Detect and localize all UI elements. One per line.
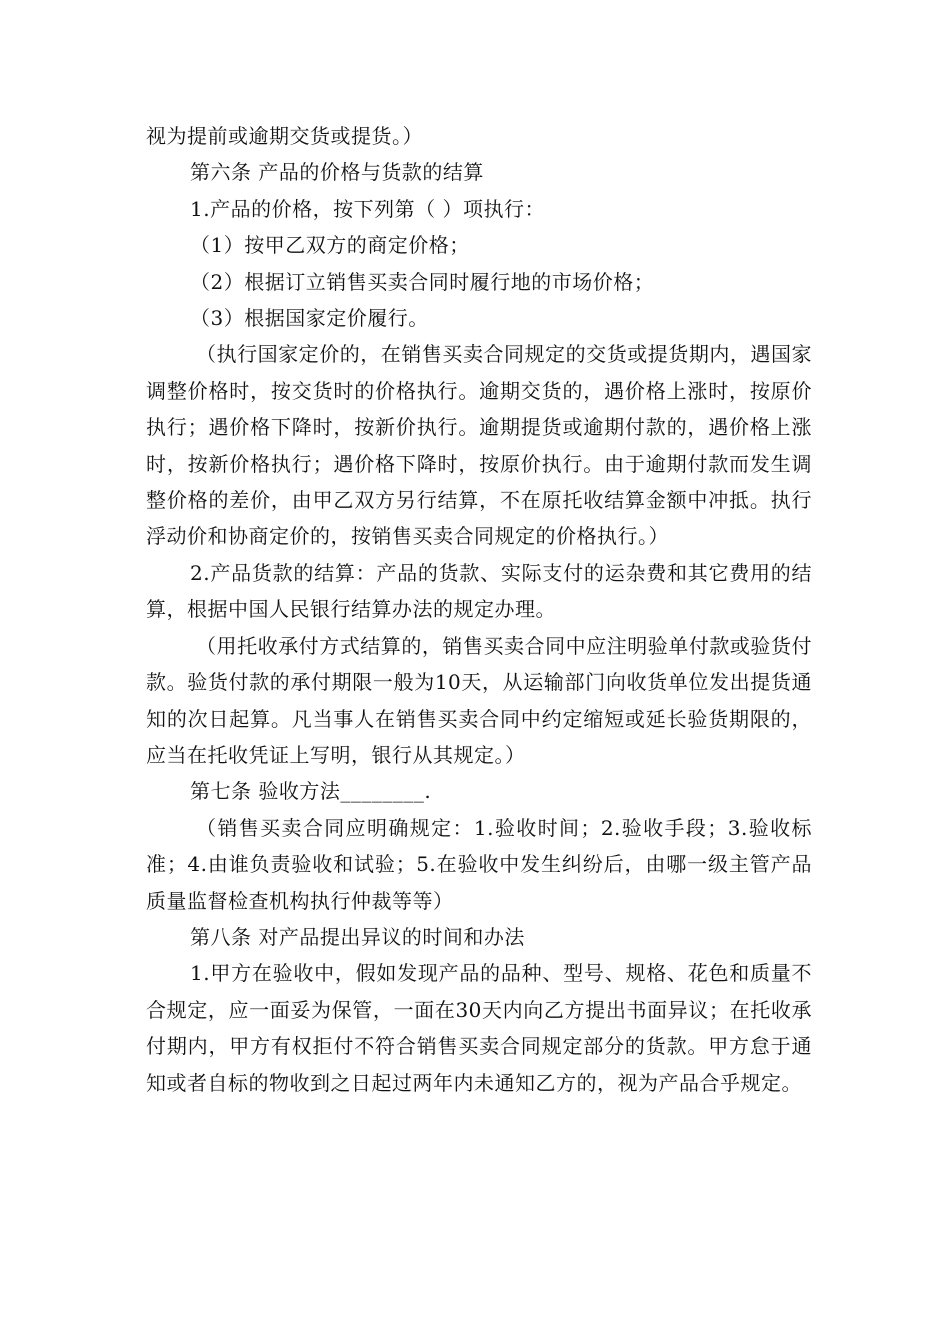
price-option-1: （1）按甲乙双方的商定价格； <box>190 233 470 258</box>
price-option-3: （3）根据国家定价履行。 <box>190 306 429 331</box>
price-option-2: （2）根据订立销售买卖合同时履行地的市场价格； <box>190 269 655 294</box>
inspection-note: （销售买卖合同应明确规定：1.验收时间；2.验收手段；3.验收标准；4.由谁负责验收和试验；5.在验收中发生纠纷后，由哪一级主管产品质量监督检查机构执行仲裁等等） <box>146 815 812 913</box>
settlement-clause: 2.产品货款的结算：产品的货款、实际支付的运杂费和其它费用的结算，根据中国人民银行结算办法的规定办理。 <box>146 560 812 622</box>
document-body <box>146 118 812 1101</box>
article-6-heading: 第六条 产品的价格与货款的结算 <box>190 160 484 185</box>
price-note: （执行国家定价的，在销售买卖合同规定的交货或提货期内，遇国家调整价格时，按交货时的价格执行。逾期交货的，遇价格上涨时，按原价执行；遇价格下降时，按新价执行。逾期提货或逾期付款的，遇价格上涨时，按新价格执行；遇价格下降时，按原价执行。由于逾期付款而发生调整价格的差价，由甲乙双方另行结算，不在原托收结算金额中冲抵。执行浮动价和协商定价的，按销售买卖合同规定的价格执行。） <box>146 342 812 549</box>
objection-clause: 1.甲方在验收中，假如发现产品的品种、型号、规格、花色和质量不合规定，应一面妥为保管，一面在30天内向乙方提出书面异议；在托收承付期内，甲方有权拒付不符合销售买卖合同规定部分的货款。甲方怠于通知或者自标的物收到之日起过两年内未通知乙方的，视为产品合乎规定。 <box>146 961 812 1095</box>
price-clause: 1.产品的价格，按下列第（ ）项执行： <box>190 196 545 221</box>
article-8-heading: 第八条 对产品提出异议的时间和办法 <box>190 924 525 949</box>
article-7-heading: 第七条 验收方法________. <box>190 779 432 804</box>
settlement-note: （用托收承付方式结算的，销售买卖合同中应注明验单付款或验货付款。验货付款的承付期限一般为10天，从运输部门向收货单位发出提货通知的次日起算。凡当事人在销售买卖合同中约定缩短或延长验货期限的，应当在托收凭证上写明，银行从其规定。） <box>146 633 812 767</box>
paragraph-continuation: 视为提前或逾期交货或提货。） <box>146 124 423 148</box>
